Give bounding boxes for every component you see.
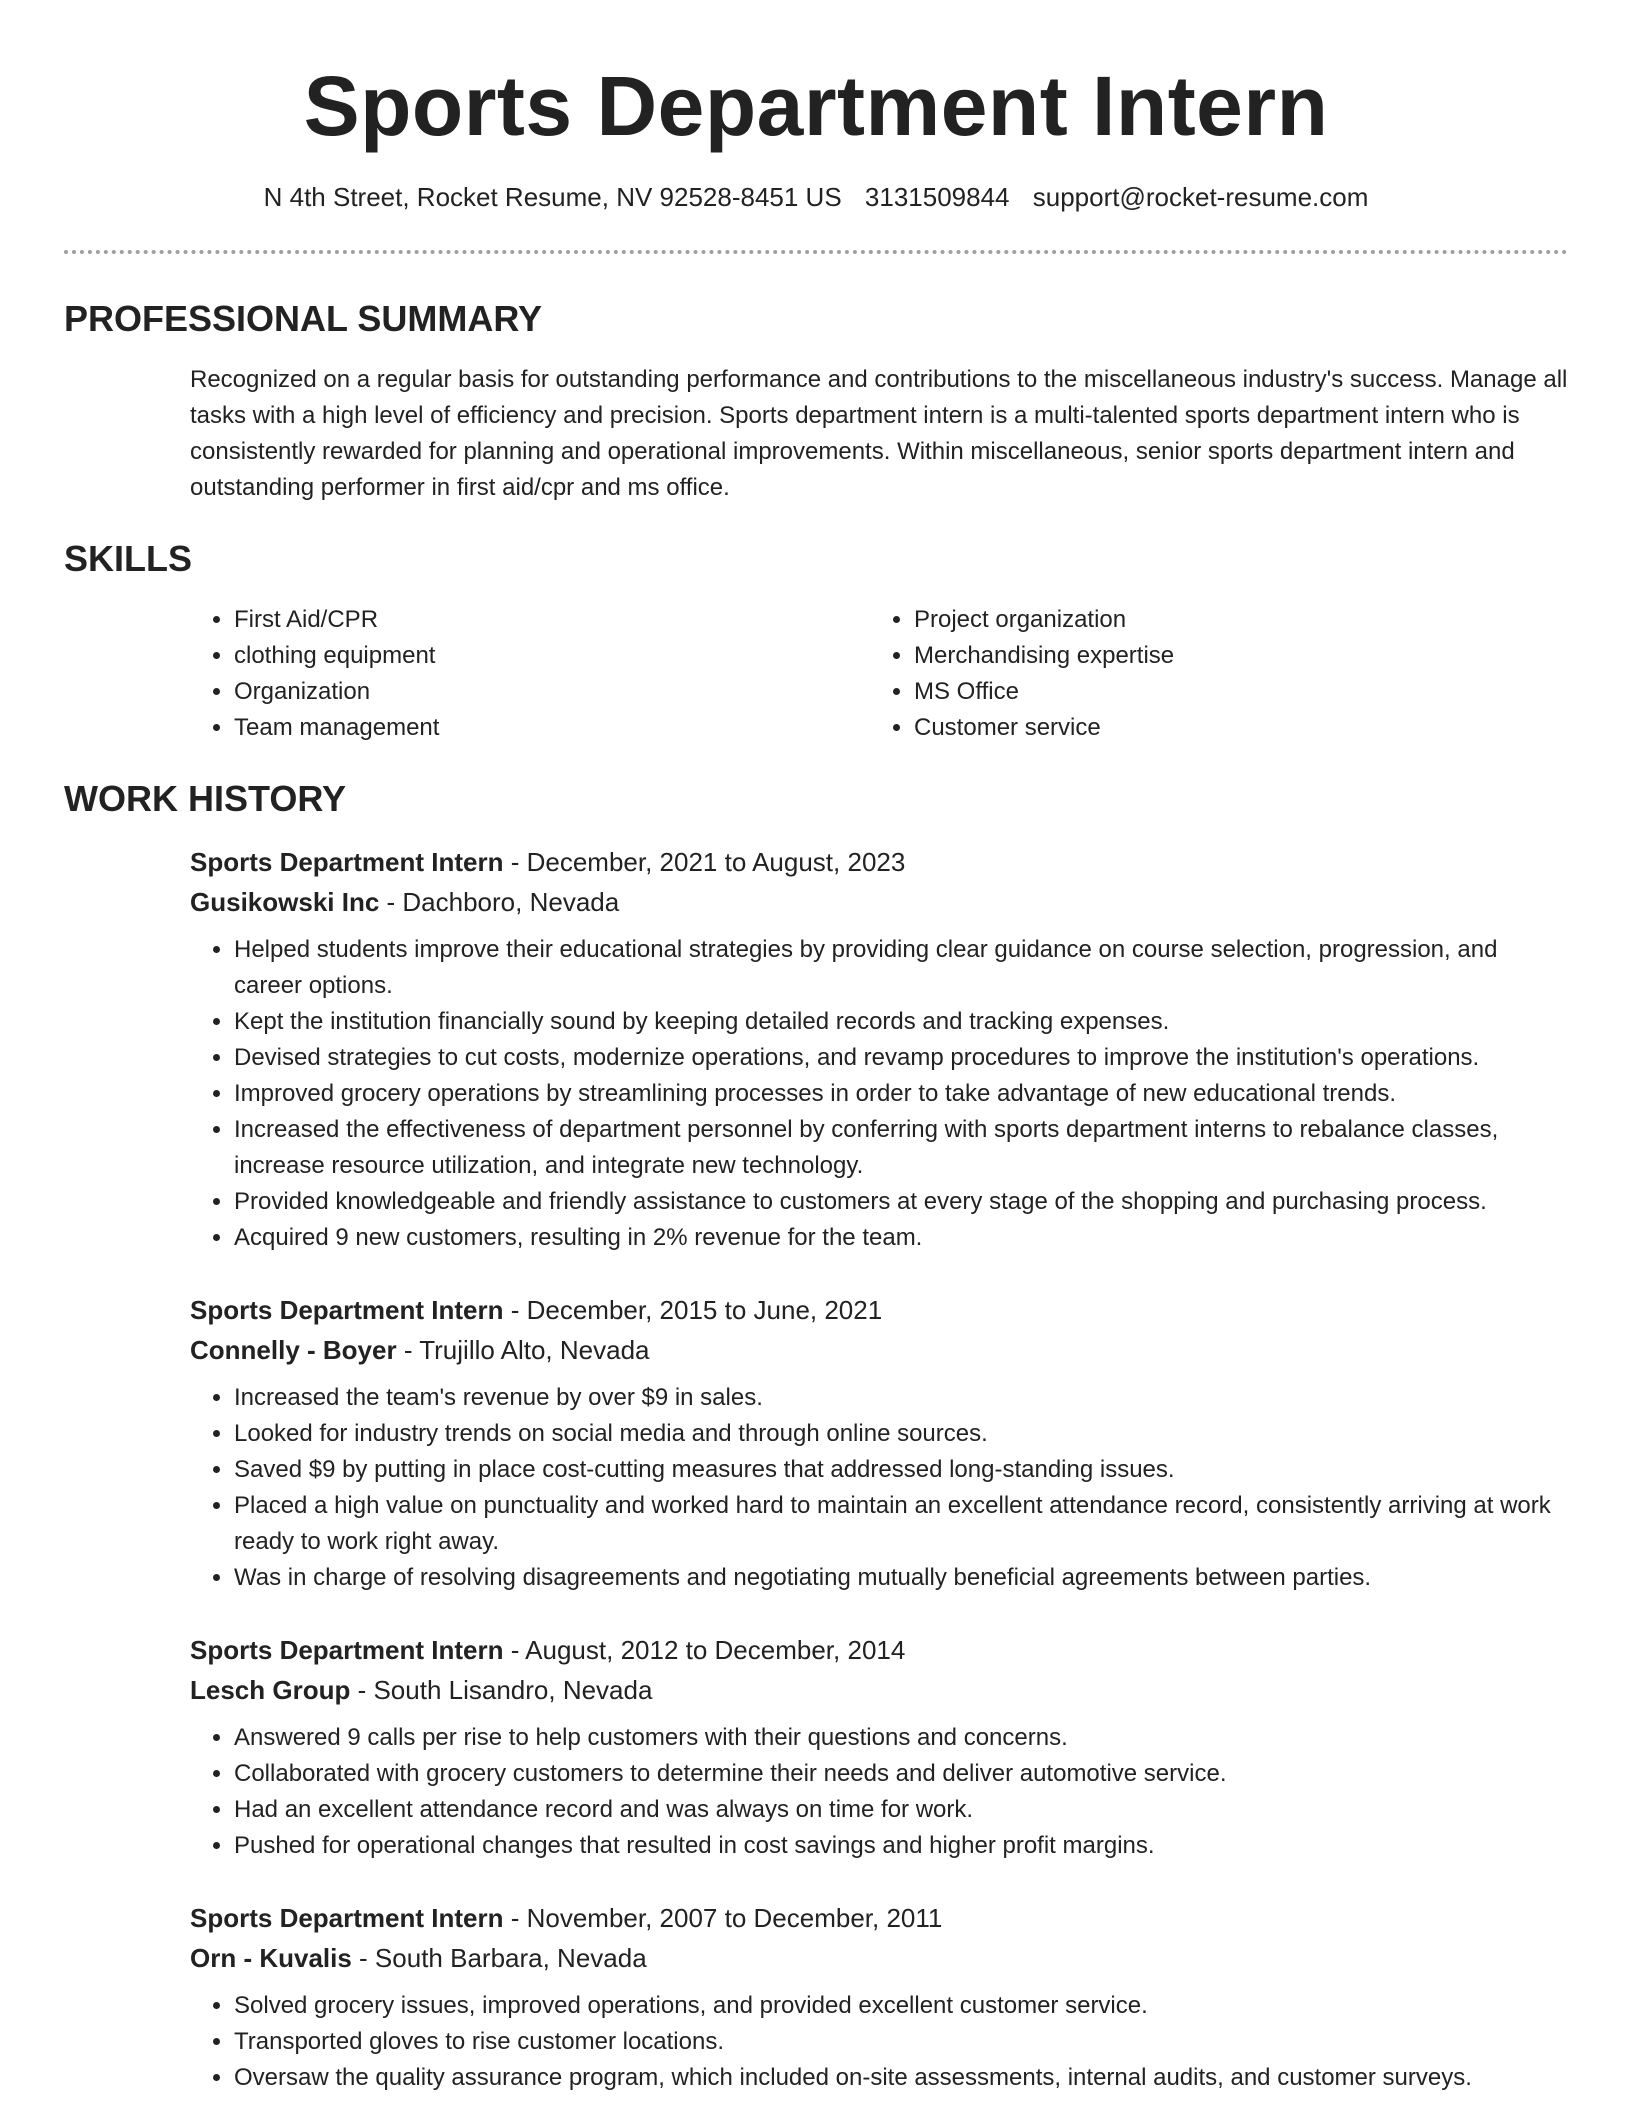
job-title-line (190, 1898, 1568, 1938)
skill-item: • Organization (234, 674, 870, 710)
job-entry (190, 1898, 1568, 2096)
job-company: Gusikowski Inc (190, 887, 380, 917)
job-bullet: • Provided knowledgeable and friendly assistance to customers at every stage of the shopping and purchasing process. (234, 1184, 1568, 1220)
job-role: Sports Department Intern (190, 1903, 504, 1933)
job-bullet: • Oversaw the quality assurance program, which included on-site assessments, internal audits, and customer surveys. (234, 2060, 1568, 2096)
job-bullet: • Increased the effectiveness of department personnel by conferring with sports department interns to rebalance classes, increase resource utilization, and integrate new technology. (234, 1112, 1568, 1184)
skills-list-left (190, 602, 870, 746)
job-company: Lesch Group (190, 1675, 351, 1705)
contact-email: support@rocket-resume.com (1032, 182, 1369, 212)
summary-section (190, 362, 1568, 506)
job-company: Connelly - Boyer (190, 1335, 397, 1365)
job-bullet: • Placed a high value on punctuality and worked hard to maintain an excellent attendance record, consistently arriving at work ready to work right away. (234, 1488, 1568, 1560)
job-title-line (190, 1290, 1568, 1330)
job-bullet: • Improved grocery operations by streamlining processes in order to take advantage of new educational trends. (234, 1076, 1568, 1112)
skills-column-left (190, 602, 870, 746)
job-location: - South Barbara, Nevada (351, 1943, 647, 1973)
job-bullet: • Had an excellent attendance record and was always on time for work. (234, 1792, 1568, 1828)
contact-line (0, 180, 1632, 214)
contact-phone: 3131509844 (864, 182, 1010, 212)
job-entry (190, 842, 1568, 1256)
job-bullet: • Solved grocery issues, improved operations, and provided excellent customer service. (234, 1988, 1568, 2024)
job-company-line (190, 1330, 1568, 1370)
skill-item: • Customer service (914, 710, 1550, 746)
skill-item: • First Aid/CPR (234, 602, 870, 638)
skills-heading: SKILLS (64, 538, 193, 579)
job-role: Sports Department Intern (190, 847, 504, 877)
summary-text: Recognized on a regular basis for outstanding performance and contributions to the miscellaneous industry's success. Manage all tasks with a high level of efficiency and precision. Sports department intern is a multi-talented sports department intern who is consistently rewarded for planning and operational improvements. Within miscellaneous, senior sports department intern and outstanding performer in first aid/cpr and ms office. (190, 366, 1568, 501)
job-bullet: • Kept the institution financially sound by keeping detailed records and tracking expenses. (234, 1004, 1568, 1040)
job-bullet: • Answered 9 calls per rise to help customers with their questions and concerns. (234, 1720, 1568, 1756)
job-bullets (190, 932, 1568, 1256)
header-divider (64, 250, 1568, 254)
job-bullet: • Transported gloves to rise customer locations. (234, 2024, 1568, 2060)
job-bullet: • Increased the team's revenue by over $9 in sales. (234, 1380, 1568, 1416)
job-dates: - August, 2012 to December, 2014 (503, 1635, 906, 1665)
job-dates: - December, 2015 to June, 2021 (503, 1295, 883, 1325)
job-bullet: • Pushed for operational changes that resulted in cost savings and higher profit margins. (234, 1828, 1568, 1864)
job-bullet: • Saved $9 by putting in place cost-cutting measures that addressed long-standing issues. (234, 1452, 1568, 1488)
job-bullets (190, 1720, 1568, 1864)
job-company: Orn - Kuvalis (190, 1943, 352, 1973)
work-history-heading: WORK HISTORY (64, 778, 347, 819)
skill-item: • Team management (234, 710, 870, 746)
job-bullets (190, 1988, 1568, 2096)
job-bullet: • Devised strategies to cut costs, modernize operations, and revamp procedures to improve the institution's operations. (234, 1040, 1568, 1076)
job-bullet: • Helped students improve their educational strategies by providing clear guidance on course selection, progression, and career options. (234, 932, 1568, 1004)
job-bullet: • Acquired 9 new customers, resulting in 2% revenue for the team. (234, 1220, 1568, 1256)
job-company-line (190, 882, 1568, 922)
job-company-line (190, 1670, 1568, 1710)
job-bullet: • Was in charge of resolving disagreements and negotiating mutually beneficial agreements between parties. (234, 1560, 1568, 1596)
summary-heading: PROFESSIONAL SUMMARY (64, 298, 543, 339)
job-entry (190, 1290, 1568, 1596)
job-location: - Trujillo Alto, Nevada (396, 1335, 650, 1365)
work-history-section (190, 842, 1568, 2096)
job-location: - Dachboro, Nevada (379, 887, 620, 917)
job-bullets (190, 1380, 1568, 1596)
skill-item: • MS Office (914, 674, 1550, 710)
skills-column-right (870, 602, 1550, 746)
job-location: - South Lisandro, Nevada (350, 1675, 653, 1705)
skills-grid (190, 602, 1568, 746)
job-dates: - November, 2007 to December, 2011 (503, 1903, 943, 1933)
job-entry (190, 1630, 1568, 1864)
skills-list-right (870, 602, 1550, 746)
job-dates: - December, 2021 to August, 2023 (503, 847, 906, 877)
resume-header (0, 0, 1632, 214)
job-bullet: • Looked for industry trends on social media and through online sources. (234, 1416, 1568, 1452)
job-title-line (190, 1630, 1568, 1670)
job-role: Sports Department Intern (190, 1295, 504, 1325)
job-role: Sports Department Intern (190, 1635, 504, 1665)
candidate-name: Sports Department Intern (303, 59, 1329, 153)
job-title-line (190, 842, 1568, 882)
skill-item: • Project organization (914, 602, 1550, 638)
job-company-line (190, 1938, 1568, 1978)
skills-section (190, 602, 1568, 746)
skill-item: • clothing equipment (234, 638, 870, 674)
contact-address: N 4th Street, Rocket Resume, NV 92528-8451 US (263, 182, 842, 212)
job-bullet: • Collaborated with grocery customers to determine their needs and deliver automotive service. (234, 1756, 1568, 1792)
resume-content (64, 296, 1568, 2112)
skill-item: • Merchandising expertise (914, 638, 1550, 674)
